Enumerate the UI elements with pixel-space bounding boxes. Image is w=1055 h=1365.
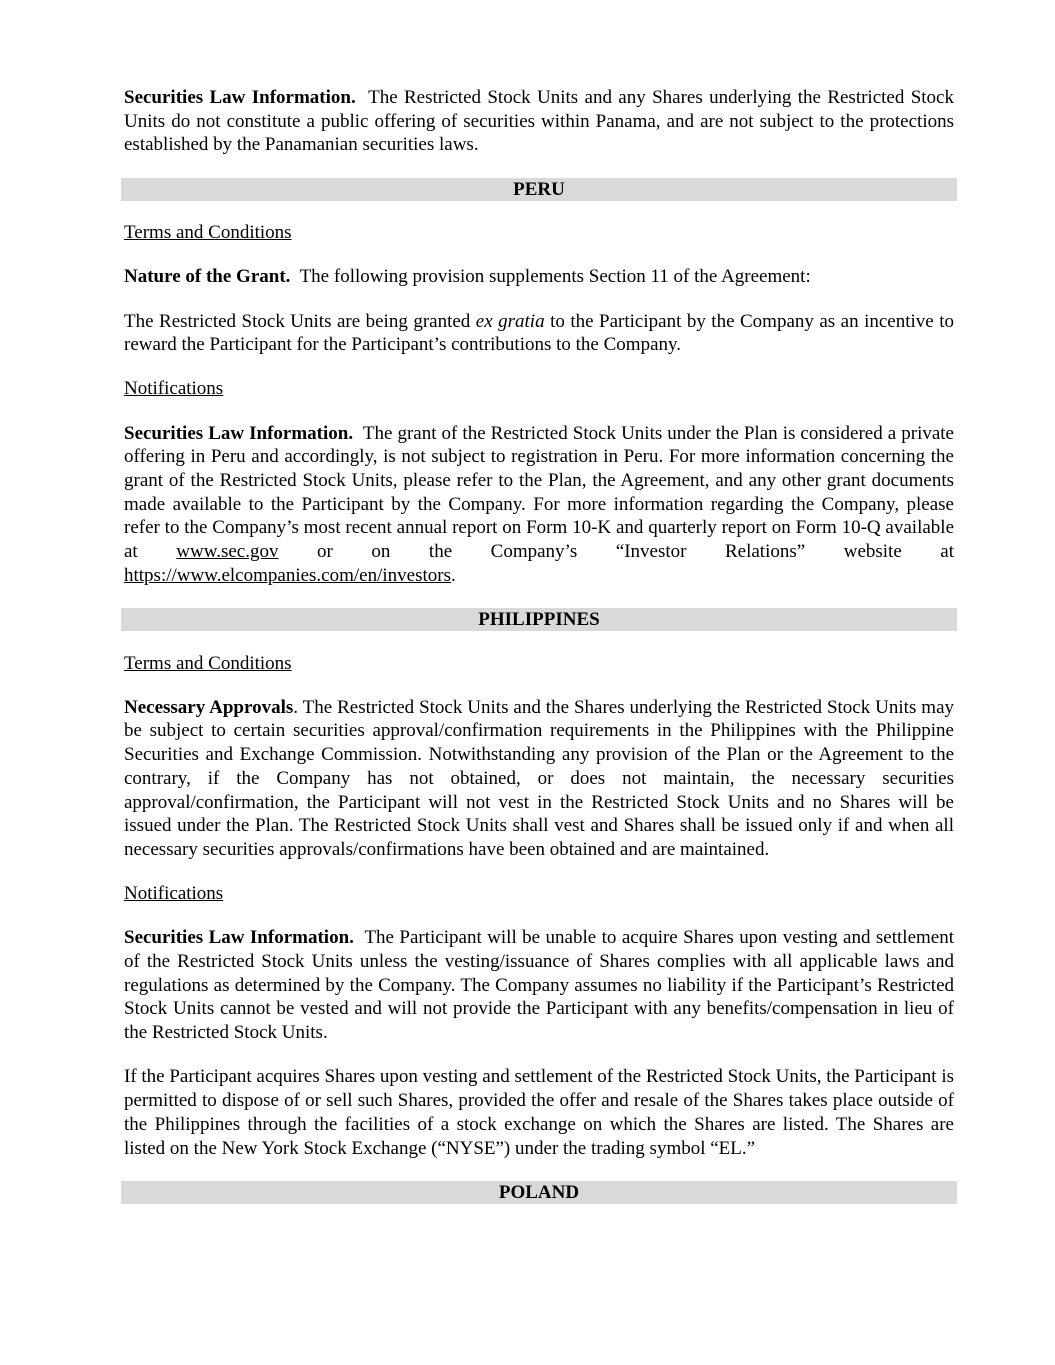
document-body xyxy=(124,86,954,1224)
section-heading-poland: POLAND xyxy=(121,1181,957,1204)
paragraph-title: Securities Law Information. xyxy=(124,927,354,949)
philippines-notifications-subheading xyxy=(124,882,954,906)
subheading-label: Notifications xyxy=(124,883,224,905)
paragraph-text: The Restricted Stock Units are being granted xyxy=(124,310,471,332)
philippines-securities-paragraph xyxy=(124,926,954,1045)
section-heading-peru: PERU xyxy=(121,178,957,201)
philippines-terms-subheading xyxy=(124,652,954,676)
peru-notifications-subheading xyxy=(124,377,954,401)
investors-link[interactable]: https://www.elcompanies.com/en/investors xyxy=(124,564,451,586)
philippines-resale-paragraph xyxy=(124,1065,954,1160)
paragraph-title: Nature of the Grant. xyxy=(124,266,291,288)
peru-grant-paragraph xyxy=(124,310,954,357)
paragraph-text: to the Participant by the Company as an incentive to reward the Participant for the Participant’s contributions to the Company. xyxy=(124,310,954,356)
paragraph-text: The following provision supplements Section 11 of the Agreement: xyxy=(299,266,811,288)
section-heading-philippines: PHILIPPINES xyxy=(121,608,957,631)
paragraph-text: The Participant will be unable to acquire Shares upon vesting and settlement of the Restricted Stock Units unless the vesting/issuance of Shares complies with all applicable laws and regulations as determined by the Company. The Company assumes no liability if the Participant’s Restricted Stock Units cannot be vested and will not provide the Participant with any benefits/compensation in lieu of the Restricted Stock Units. xyxy=(124,927,954,1044)
philippines-approvals-paragraph xyxy=(124,696,954,862)
paragraph-text: . The Restricted Stock Units and the Shares underlying the Restricted Stock Units may be subject to certain securities approval/confirmation requirements in the Philippines with the Philippine Securities and Exchange Commission. Notwithstanding any provision of the Plan or the Agreement to the contrary, if the Company has not obtained, or does not maintain, the necessary securities approval/confirmation, the Participant will not vest in the Restricted Stock Units and no Shares will be issued under the Plan. The Restricted Stock Units shall vest and Shares shall be issued only if and when all necessary securities approvals/confirmations have been obtained and are maintained. xyxy=(124,696,955,860)
paragraph-title: Securities Law Information. xyxy=(124,87,356,108)
subheading-label: Notifications xyxy=(124,378,224,400)
peru-securities-paragraph xyxy=(124,422,954,588)
paragraph-text: or on the Company’s “Investor Relations” website at xyxy=(317,541,955,563)
paragraph-text: If the Participant acquires Shares upon vesting and settlement of the Restricted Stock Units, the Participant is permitted to dispose of or sell such Shares, provided the offer and resale of the Shares takes place outside of the Philippines through the facilities of a stock exchange on which the Shares are listed. The Shares are listed on the New York Stock Exchange (“NYSE”) under the trading symbol “EL.” xyxy=(124,1066,954,1159)
sec-gov-link[interactable]: www.sec.gov xyxy=(176,541,279,563)
paragraph-text: The grant of the Restricted Stock Units under the Plan is considered a private offering in Peru and accordingly, is not subject to registration in Peru. For more information concerning the grant of the Restricted Stock Units, please refer to the Plan, the Agreement, and any other grant documents made available to the Participant by the Company. For more information regarding the Company, please refer to the Company’s most recent annual report on Form 10-K and quarterly report on Form 10-Q available at xyxy=(124,422,954,563)
paragraph-text: The Restricted Stock Units and any Shares underlying the Restricted Stock Units do not constitute a public offering of securities within Panama, and are not subject to the protections established by the Panamanian securities laws. xyxy=(124,87,954,156)
subheading-label: Terms and Conditions xyxy=(124,222,292,244)
paragraph-text: . xyxy=(451,564,456,586)
panama-securities-paragraph xyxy=(124,86,954,157)
peru-nature-paragraph xyxy=(124,265,954,289)
paragraph-title: Necessary Approvals xyxy=(124,696,294,718)
peru-terms-subheading xyxy=(124,221,954,245)
subheading-label: Terms and Conditions xyxy=(124,652,292,674)
italic-term: ex gratia xyxy=(475,310,545,332)
paragraph-title: Securities Law Information. xyxy=(124,422,354,444)
